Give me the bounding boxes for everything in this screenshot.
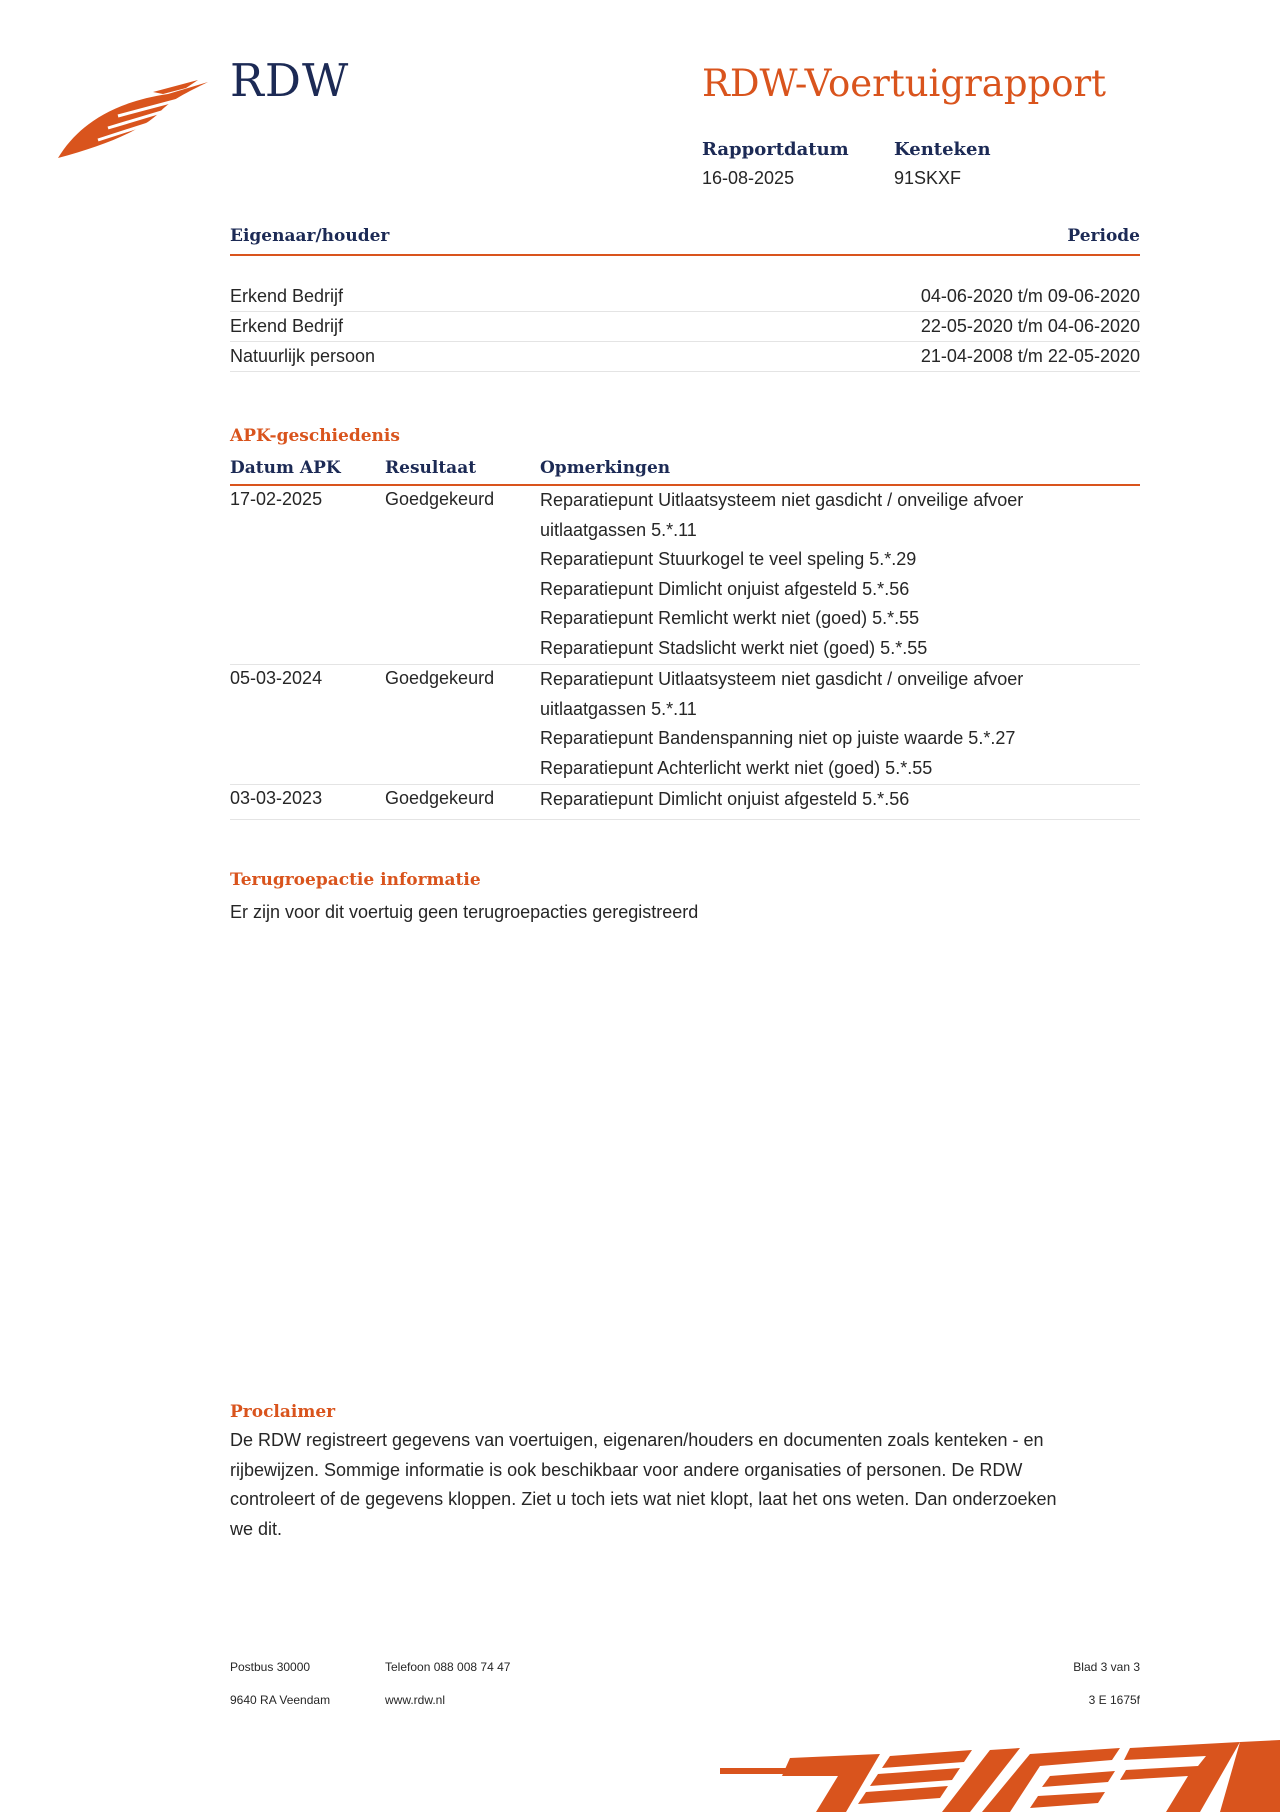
owner-name: Erkend Bedrijf xyxy=(230,316,344,336)
recall-section-title: Terugroepactie informatie xyxy=(230,870,481,890)
plate-label: Kenteken xyxy=(894,139,991,160)
report-date-label: Rapportdatum xyxy=(702,139,849,160)
remark-line: Reparatiepunt Dimlicht onjuist afgesteld 5.*.56 xyxy=(540,578,910,599)
proclaimer-title: Proclaimer xyxy=(230,1402,336,1422)
proclaimer-line: controleert of de gegevens kloppen. Ziet u toch iets wat niet klopt, laat het ons weten. Dan onderzoeken xyxy=(230,1489,1057,1509)
apk-remarks xyxy=(540,785,1140,815)
remark-line: Reparatiepunt Uitlaatsysteem niet gasdicht / onveilige afvoer xyxy=(540,490,1024,510)
remark-line: uitlaatgassen 5.*.11 xyxy=(540,698,697,719)
remark-line: Reparatiepunt Uitlaatsysteem niet gasdicht / onveilige afvoer xyxy=(540,669,1024,689)
table-row xyxy=(230,785,1140,820)
owner-table-header xyxy=(230,226,1140,256)
logo-text: RDW xyxy=(230,54,350,107)
col-period: Periode xyxy=(1067,226,1140,246)
owner-period: 21-04-2008 t/m 22-05-2020 xyxy=(920,346,1140,366)
owner-name: Natuurlijk persoon xyxy=(230,346,376,366)
table-row xyxy=(230,312,1140,342)
footer-decoration-icon xyxy=(720,1736,1280,1812)
recall-text: Er zijn voor dit voertuig geen terugroepacties geregistreerd xyxy=(230,902,699,922)
footer-page-number: Blad 3 van 3 xyxy=(1073,1660,1140,1674)
owner-name: Erkend Bedrijf xyxy=(230,286,344,306)
table-row xyxy=(230,665,1140,785)
remark-line: Reparatiepunt Stadslicht werkt niet (goed) 5.*.55 xyxy=(540,637,928,658)
apk-section-title: APK-geschiedenis xyxy=(230,426,400,446)
apk-date: 17-02-2025 xyxy=(230,489,323,509)
report-date-value: 16-08-2025 xyxy=(702,168,795,188)
table-row xyxy=(230,486,1140,665)
remark-line: Reparatiepunt Bandenspanning niet op juiste waarde 5.*.27 xyxy=(540,728,1016,748)
footer-doc-code: 3 E 1675f xyxy=(1088,1693,1140,1707)
col-remarks: Opmerkingen xyxy=(540,458,671,478)
remark-line: uitlaatgassen 5.*.11 xyxy=(540,519,697,540)
rdw-logo-icon xyxy=(58,80,208,160)
remark-line: Reparatiepunt Achterlicht werkt niet (goed) 5.*.55 xyxy=(540,757,933,778)
owner-period: 04-06-2020 t/m 09-06-2020 xyxy=(920,286,1140,306)
col-owner: Eigenaar/houder xyxy=(230,226,390,246)
apk-table-header xyxy=(230,456,1140,486)
footer-website-link[interactable]: www.rdw.nl xyxy=(385,1693,446,1707)
apk-date: 05-03-2024 xyxy=(230,668,323,688)
footer-postbus: Postbus 30000 xyxy=(230,1660,311,1674)
footer-city: 9640 RA Veendam xyxy=(230,1693,331,1707)
remark-line: Reparatiepunt Stuurkogel te veel speling 5.*.29 xyxy=(540,549,917,569)
apk-result: Goedgekeurd xyxy=(385,788,495,808)
owner-period: 22-05-2020 t/m 04-06-2020 xyxy=(920,316,1140,336)
proclaimer-line: we dit. xyxy=(230,1518,283,1539)
page-title: RDW-Voertuigrapport xyxy=(702,62,1107,105)
footer-phone: Telefoon 088 008 74 47 xyxy=(385,1660,511,1674)
plate-value: 91SKXF xyxy=(894,168,962,188)
col-result: Resultaat xyxy=(385,458,477,478)
remark-line: Reparatiepunt Dimlicht onjuist afgesteld 5.*.56 xyxy=(540,789,910,809)
col-date: Datum APK xyxy=(230,458,341,478)
table-row xyxy=(230,282,1140,312)
apk-result: Goedgekeurd xyxy=(385,489,495,509)
proclaimer-line: rijbewijzen. Sommige informatie is ook beschikbaar voor andere organisaties of personen. De RDW xyxy=(230,1459,1023,1480)
remark-line: Reparatiepunt Remlicht werkt niet (goed) 5.*.55 xyxy=(540,608,920,628)
apk-remarks xyxy=(540,486,1140,663)
proclaimer-line: De RDW registreert gegevens van voertuigen, eigenaren/houders en documenten zoals kenteken - en xyxy=(230,1430,1044,1450)
table-row xyxy=(230,342,1140,372)
apk-remarks xyxy=(540,665,1140,783)
apk-date: 03-03-2023 xyxy=(230,788,323,808)
apk-result: Goedgekeurd xyxy=(385,668,495,688)
proclaimer-text xyxy=(230,1426,1130,1544)
